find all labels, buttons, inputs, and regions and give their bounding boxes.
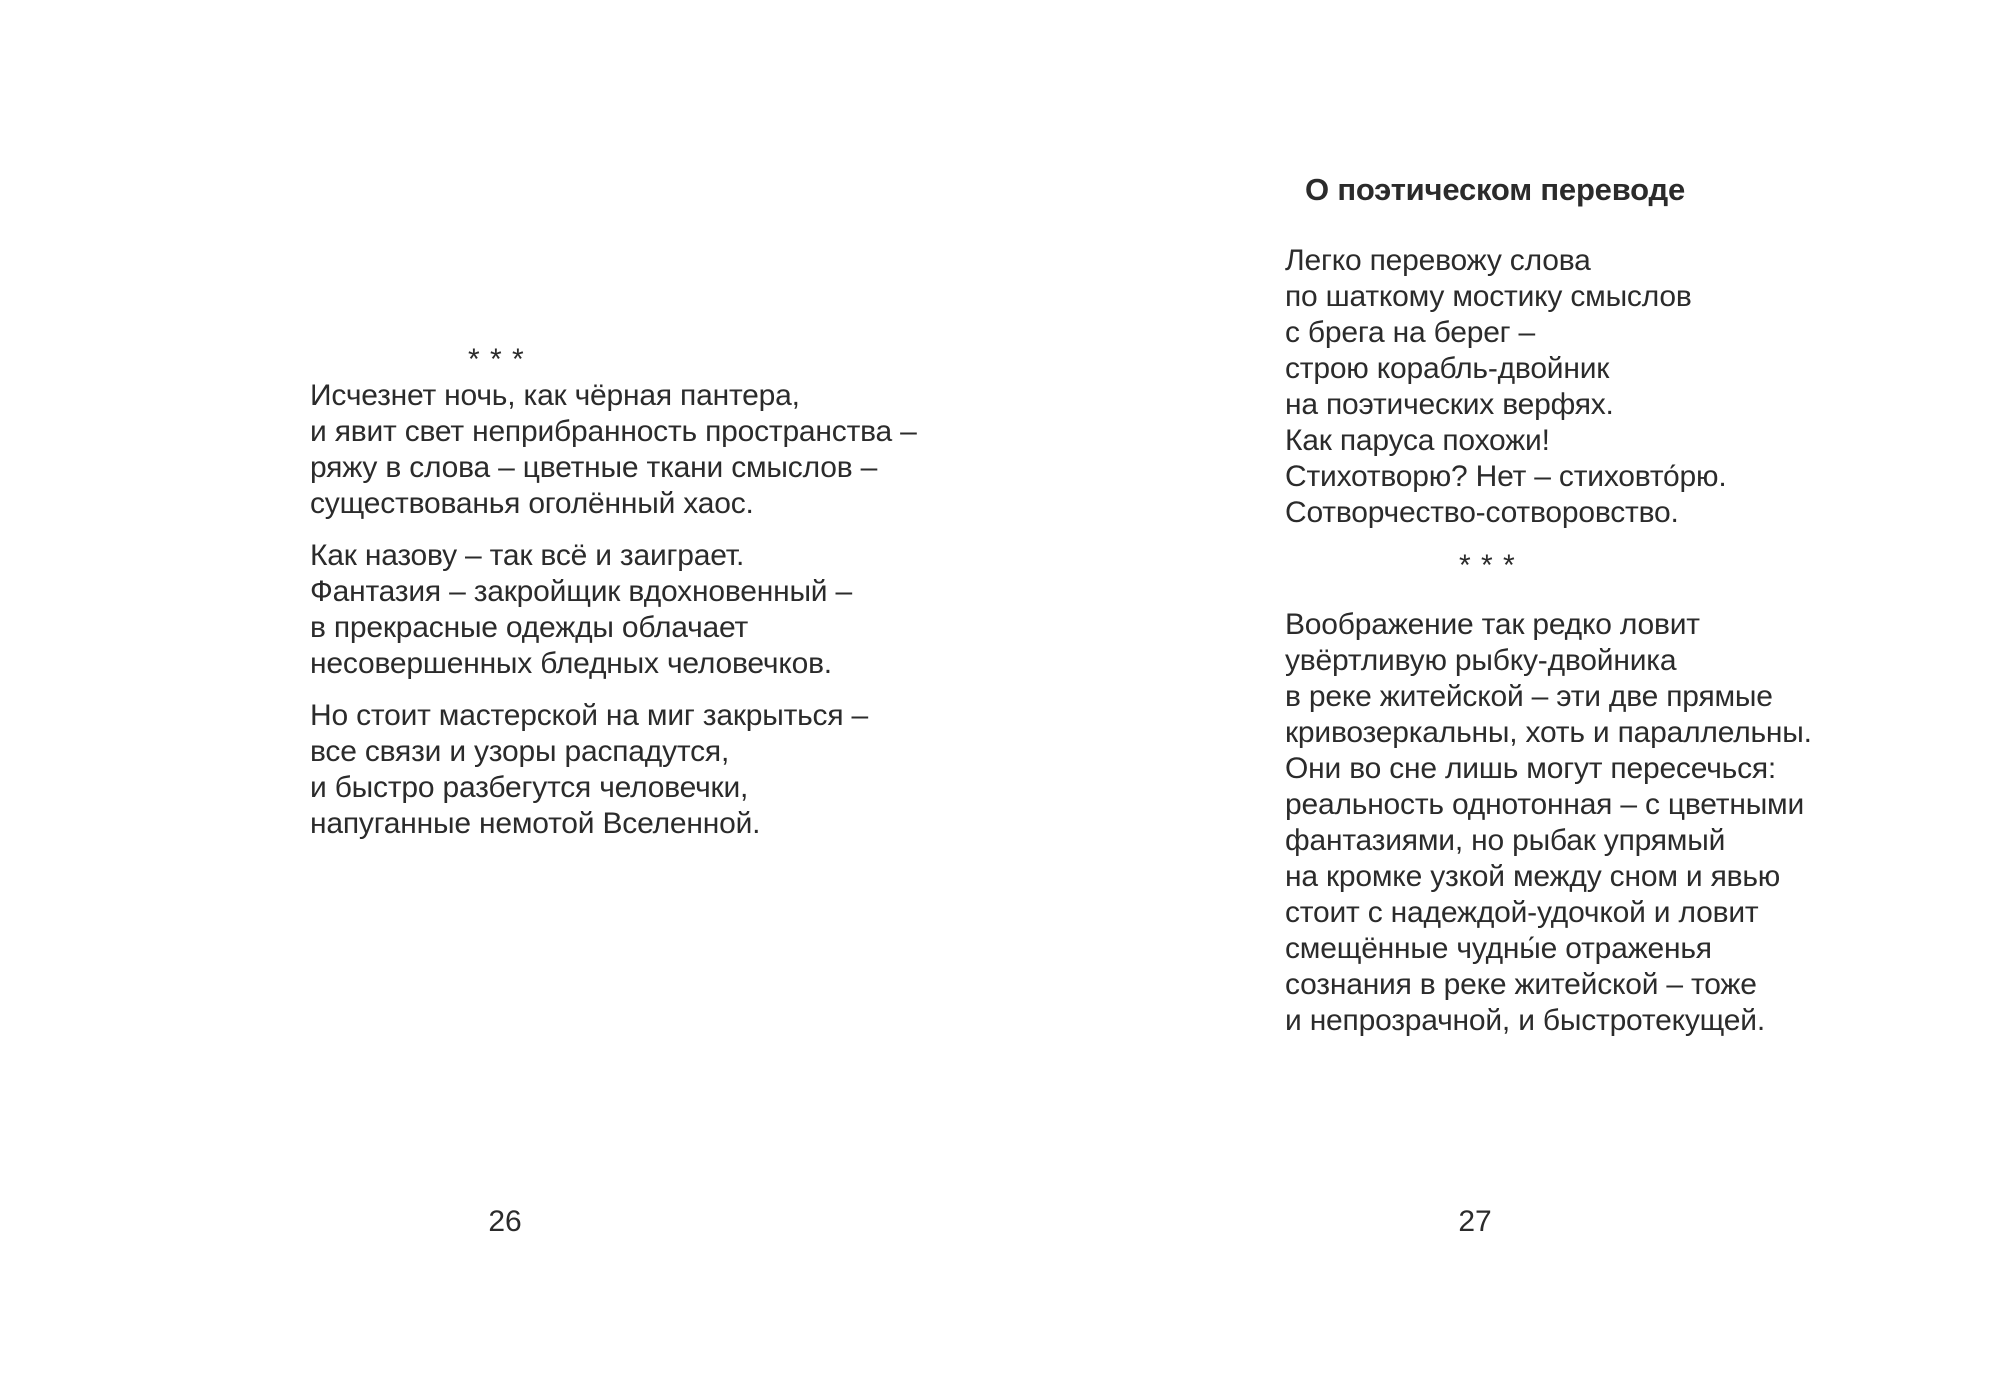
- stanza: [310, 698, 917, 842]
- poem-line: и явит свет неприбранность пространства –: [310, 415, 917, 448]
- poem-line: существованья оголённый хаос.: [310, 487, 754, 520]
- poem-line: реальность однотонная – с цветными: [1285, 788, 1805, 821]
- poem-line: кривозеркальны, хоть и параллельны.: [1285, 716, 1812, 749]
- stanza: [1285, 607, 1812, 1039]
- poem-line: ряжу в слова – цветные ткани смыслов –: [310, 451, 878, 484]
- asterisk-separator: * * *: [468, 343, 525, 376]
- poem-line: смещённые чудны́е отраженья: [1285, 932, 1712, 965]
- poem-line: фантазиями, но рыбак упрямый: [1285, 824, 1726, 857]
- poem-line: стоит с надеждой-удочкой и ловит: [1285, 896, 1759, 929]
- right-poem-first: [1285, 243, 1726, 531]
- right-poem-second: [1285, 607, 1812, 1039]
- poem-line: и непрозрачной, и быстротекущей.: [1285, 1004, 1765, 1037]
- poem-line: несовершенных бледных человечков.: [310, 647, 832, 680]
- asterisk-separator: * * *: [1459, 549, 1516, 582]
- poem-line: на кромке узкой между сном и явью: [1285, 860, 1781, 893]
- poem-line: Легко перевожу слова: [1285, 244, 1591, 277]
- page-number: 26: [488, 1205, 522, 1238]
- poem-line: по шаткому мостику смыслов: [1285, 280, 1692, 313]
- stanza: [1285, 243, 1726, 531]
- poem-line: Сотворчество-сотворовство.: [1285, 496, 1679, 529]
- poem-line: в прекрасные одежды облачает: [310, 611, 749, 644]
- poem-line: Исчезнет ночь, как чёрная пантера,: [310, 379, 800, 412]
- poem-line: Как назову – так всё и заиграет.: [310, 539, 745, 572]
- poem-line: Они во сне лишь могут пересечься:: [1285, 752, 1777, 785]
- poem-line: Воображение так редко ловит: [1285, 608, 1700, 641]
- poem-line: Как паруса похожи!: [1285, 424, 1550, 457]
- poem-line: и быстро разбегутся человечки,: [310, 771, 749, 804]
- poem-line: строю корабль-двойник: [1285, 352, 1610, 385]
- poem-line: сознания в реке житейской – тоже: [1285, 968, 1757, 1001]
- poem-line: Стихотворю? Нет – стиховто́рю.: [1285, 460, 1727, 493]
- poem-line: в реке житейской – эти две прямые: [1285, 680, 1773, 713]
- poem-line: на поэтических верфях.: [1285, 388, 1614, 421]
- poem-line: Но стоит мастерской на миг закрыться –: [310, 699, 869, 732]
- poem-line: Фантазия – закройщик вдохновенный –: [310, 575, 852, 608]
- poem-line: напуганные немотой Вселенной.: [310, 807, 761, 840]
- stanza: [310, 538, 917, 682]
- poem-title: О поэтическом переводе: [1305, 172, 1686, 207]
- poem-line: с брега на берег –: [1285, 316, 1536, 349]
- page-number: 27: [1458, 1205, 1492, 1238]
- poem-line: все связи и узоры распадутся,: [310, 735, 730, 768]
- poem-line: увёртливую рыбку-двойника: [1285, 644, 1677, 677]
- stanza: [310, 378, 917, 522]
- left-poem: [310, 342, 917, 842]
